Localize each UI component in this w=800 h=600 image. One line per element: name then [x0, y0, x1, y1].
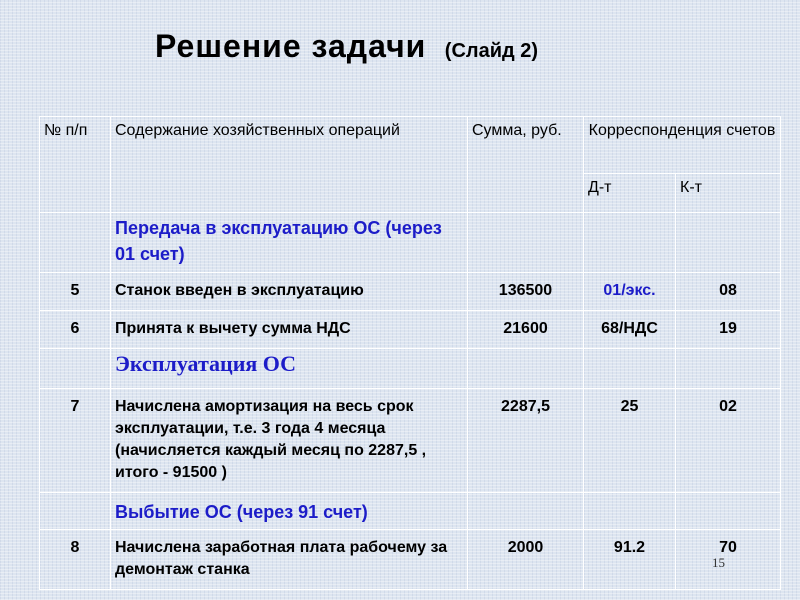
- row-debit: 68/НДС: [584, 311, 676, 349]
- row-credit: 08: [676, 273, 781, 311]
- header-content: Содержание хозяйственных операций: [111, 117, 468, 213]
- row-sum: 2287,5: [468, 389, 584, 493]
- table-row: [40, 389, 781, 493]
- section-title: Передача в эксплуатацию ОС (через 01 счет): [111, 213, 468, 273]
- row-credit: 19: [676, 311, 781, 349]
- row-debit: 01/экс.: [584, 273, 676, 311]
- row-sum: 21600: [468, 311, 584, 349]
- title-main: Решение задачи: [155, 28, 427, 64]
- section-title: Выбытие ОС (через 91 счет): [111, 493, 468, 530]
- header-sum: Сумма, руб.: [468, 117, 584, 213]
- section-row: [40, 213, 781, 273]
- section-row: [40, 349, 781, 389]
- section-row: [40, 493, 781, 530]
- row-number: 5: [40, 273, 111, 311]
- header-num: № п/п: [40, 117, 111, 213]
- table-row: [40, 273, 781, 311]
- row-content: Начислена заработная плата рабочему за демонтаж станка: [111, 530, 468, 590]
- row-content: Станок введен в эксплуатацию: [111, 273, 468, 311]
- row-content: Принята к вычету сумма НДС: [111, 311, 468, 349]
- row-number: 6: [40, 311, 111, 349]
- row-credit: 70: [676, 530, 781, 590]
- row-sum: 2000: [468, 530, 584, 590]
- row-debit: 25: [584, 389, 676, 493]
- row-debit: 91.2: [584, 530, 676, 590]
- header-row: [40, 117, 781, 174]
- row-number: 7: [40, 389, 111, 493]
- header-credit: К-т: [676, 174, 781, 213]
- slide-title: [155, 28, 538, 65]
- table-row: [40, 530, 781, 590]
- row-content: Начислена амортизация на весь срок эксплуатации, т.е. 3 года 4 месяца (начисляется каждый месяц по 2287,5 , итого - 91500 ): [111, 389, 468, 493]
- section-title: Эксплуатация ОС: [111, 349, 468, 389]
- table-row: [40, 311, 781, 349]
- title-subtitle: (Слайд 2): [444, 40, 539, 62]
- row-sum: 136500: [468, 273, 584, 311]
- operations-table: [39, 116, 781, 590]
- page-number: 15: [712, 555, 725, 570]
- row-credit: 02: [676, 389, 781, 493]
- header-correspondence: Корреспонденция счетов: [584, 117, 781, 174]
- header-debit: Д-т: [584, 174, 676, 213]
- row-number: 8: [40, 530, 111, 590]
